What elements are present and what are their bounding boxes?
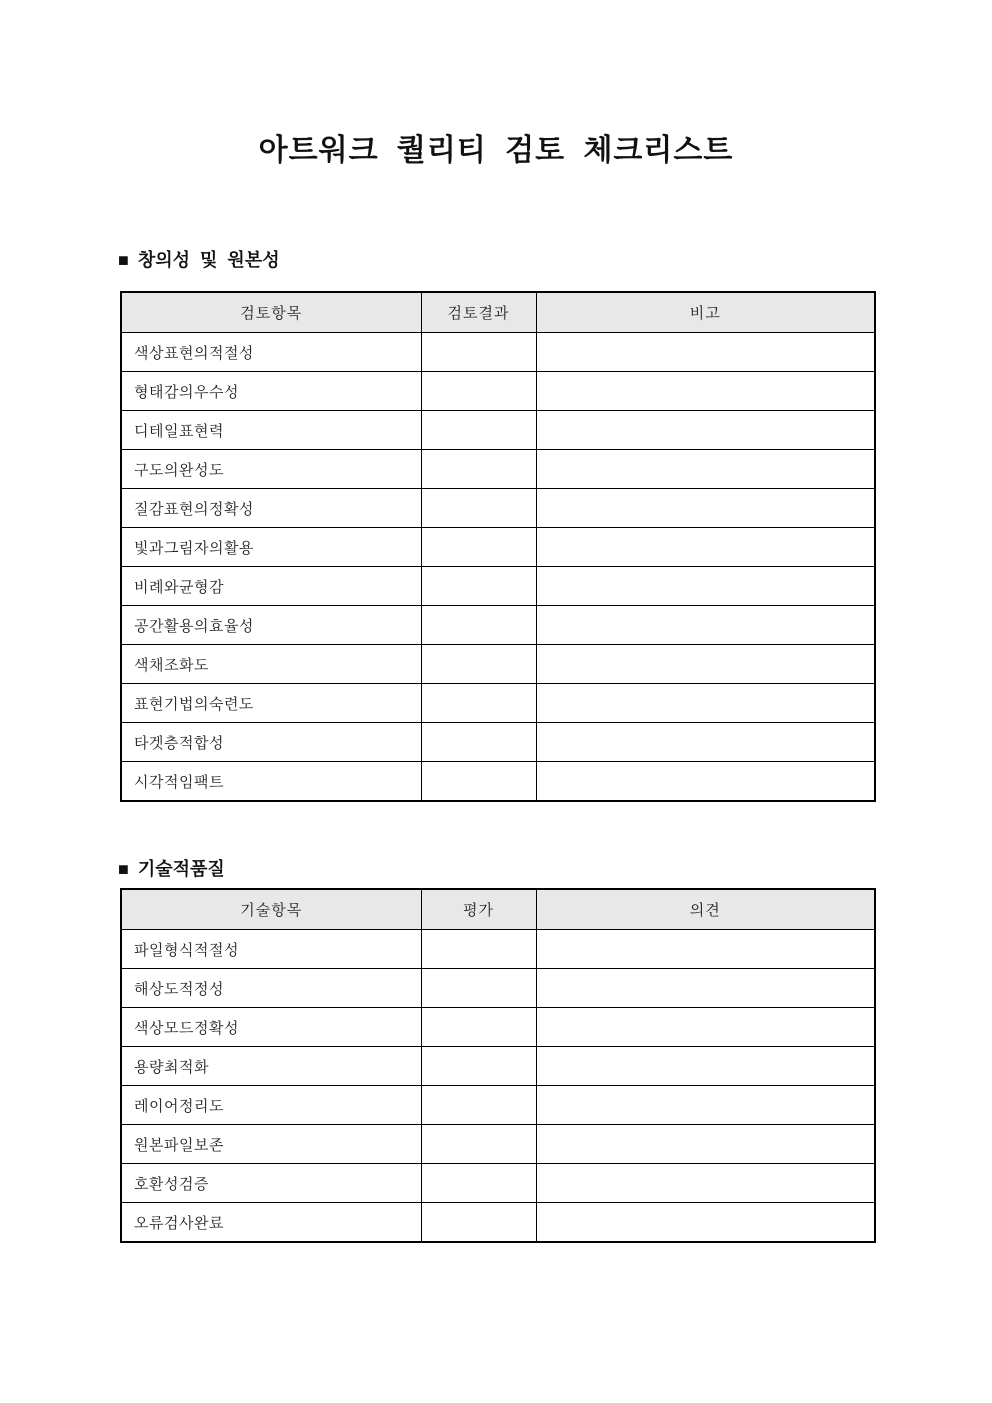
item-label-cell: 색채조화도 [121, 645, 421, 684]
table-row [121, 723, 875, 762]
remark-empty-cell [536, 723, 875, 762]
column-header-review-result: 검토결과 [421, 292, 536, 333]
item-label-cell: 용량최적화 [121, 1047, 421, 1086]
document-title: 아트워크 퀄리티 검토 체크리스트 [258, 134, 734, 167]
table-row [121, 489, 875, 528]
result-empty-cell [421, 969, 536, 1008]
remark-empty-cell [536, 372, 875, 411]
table-row [121, 1047, 875, 1086]
table-row [121, 528, 875, 567]
remark-empty-cell [536, 489, 875, 528]
item-label-cell: 색상모드정확성 [121, 1008, 421, 1047]
result-empty-cell [421, 606, 536, 645]
result-empty-cell [421, 1125, 536, 1164]
item-label-cell: 빛과그림자의활용 [121, 528, 421, 567]
table-row [121, 1203, 875, 1243]
result-empty-cell [421, 684, 536, 723]
item-label-cell: 시각적임팩트 [121, 762, 421, 802]
table-row [121, 411, 875, 450]
table-header-row [121, 292, 875, 333]
section-heading-text: 창의성 및 원본성 [137, 250, 280, 270]
result-empty-cell [421, 1047, 536, 1086]
result-empty-cell [421, 567, 536, 606]
table-body [121, 333, 875, 802]
result-empty-cell [421, 1164, 536, 1203]
table-row [121, 606, 875, 645]
item-label-cell: 파일형식적절성 [121, 930, 421, 969]
remark-empty-cell [536, 333, 875, 372]
table-row [121, 333, 875, 372]
remark-empty-cell [536, 1125, 875, 1164]
item-label-cell: 비례와균형감 [121, 567, 421, 606]
item-label-cell: 호환성검증 [121, 1164, 421, 1203]
item-label-cell: 구도의완성도 [121, 450, 421, 489]
table-row [121, 762, 875, 802]
result-empty-cell [421, 333, 536, 372]
table-row [121, 1125, 875, 1164]
remark-empty-cell [536, 969, 875, 1008]
remark-empty-cell [536, 450, 875, 489]
section-marker-icon: ■ [118, 859, 129, 879]
table-row [121, 684, 875, 723]
result-empty-cell [421, 1203, 536, 1243]
result-empty-cell [421, 411, 536, 450]
item-label-cell: 레이어정리도 [121, 1086, 421, 1125]
remark-empty-cell [536, 1203, 875, 1243]
table-row [121, 1164, 875, 1203]
remark-empty-cell [536, 411, 875, 450]
technical-checklist-table [120, 888, 876, 1243]
section-marker-icon: ■ [118, 250, 129, 270]
item-label-cell: 색상표현의적절성 [121, 333, 421, 372]
result-empty-cell [421, 645, 536, 684]
item-label-cell: 질감표현의정확성 [121, 489, 421, 528]
column-header-remarks: 비고 [536, 292, 875, 333]
remark-empty-cell [536, 567, 875, 606]
table-row [121, 450, 875, 489]
result-empty-cell [421, 723, 536, 762]
column-header-review-item: 검토항목 [121, 292, 421, 333]
item-label-cell: 표현기법의숙련도 [121, 684, 421, 723]
remark-empty-cell [536, 528, 875, 567]
item-label-cell: 타겟층적합성 [121, 723, 421, 762]
remark-empty-cell [536, 1008, 875, 1047]
item-label-cell: 원본파일보존 [121, 1125, 421, 1164]
table-row [121, 1086, 875, 1125]
creativity-checklist-table [120, 291, 876, 802]
result-empty-cell [421, 528, 536, 567]
result-empty-cell [421, 930, 536, 969]
remark-empty-cell [536, 606, 875, 645]
item-label-cell: 오류검사완료 [121, 1203, 421, 1243]
table-row [121, 1008, 875, 1047]
item-label-cell: 해상도적정성 [121, 969, 421, 1008]
remark-empty-cell [536, 1164, 875, 1203]
result-empty-cell [421, 1086, 536, 1125]
item-label-cell: 형태감의우수성 [121, 372, 421, 411]
result-empty-cell [421, 489, 536, 528]
result-empty-cell [421, 1008, 536, 1047]
remark-empty-cell [536, 762, 875, 802]
section-heading-creativity [118, 249, 280, 271]
item-label-cell: 디테일표현력 [121, 411, 421, 450]
remark-empty-cell [536, 930, 875, 969]
column-header-evaluation: 평가 [421, 889, 536, 930]
column-header-technical-item: 기술항목 [121, 889, 421, 930]
section-heading-technical [118, 858, 225, 880]
remark-empty-cell [536, 1086, 875, 1125]
result-empty-cell [421, 762, 536, 802]
table-body [121, 930, 875, 1243]
table-row [121, 567, 875, 606]
table-row [121, 930, 875, 969]
section-heading-text: 기술적품질 [137, 859, 225, 879]
remark-empty-cell [536, 645, 875, 684]
item-label-cell: 공간활용의효율성 [121, 606, 421, 645]
remark-empty-cell [536, 1047, 875, 1086]
column-header-opinion: 의견 [536, 889, 875, 930]
table-row [121, 372, 875, 411]
table-header-row [121, 889, 875, 930]
table-row [121, 645, 875, 684]
remark-empty-cell [536, 684, 875, 723]
result-empty-cell [421, 450, 536, 489]
result-empty-cell [421, 372, 536, 411]
table-row [121, 969, 875, 1008]
